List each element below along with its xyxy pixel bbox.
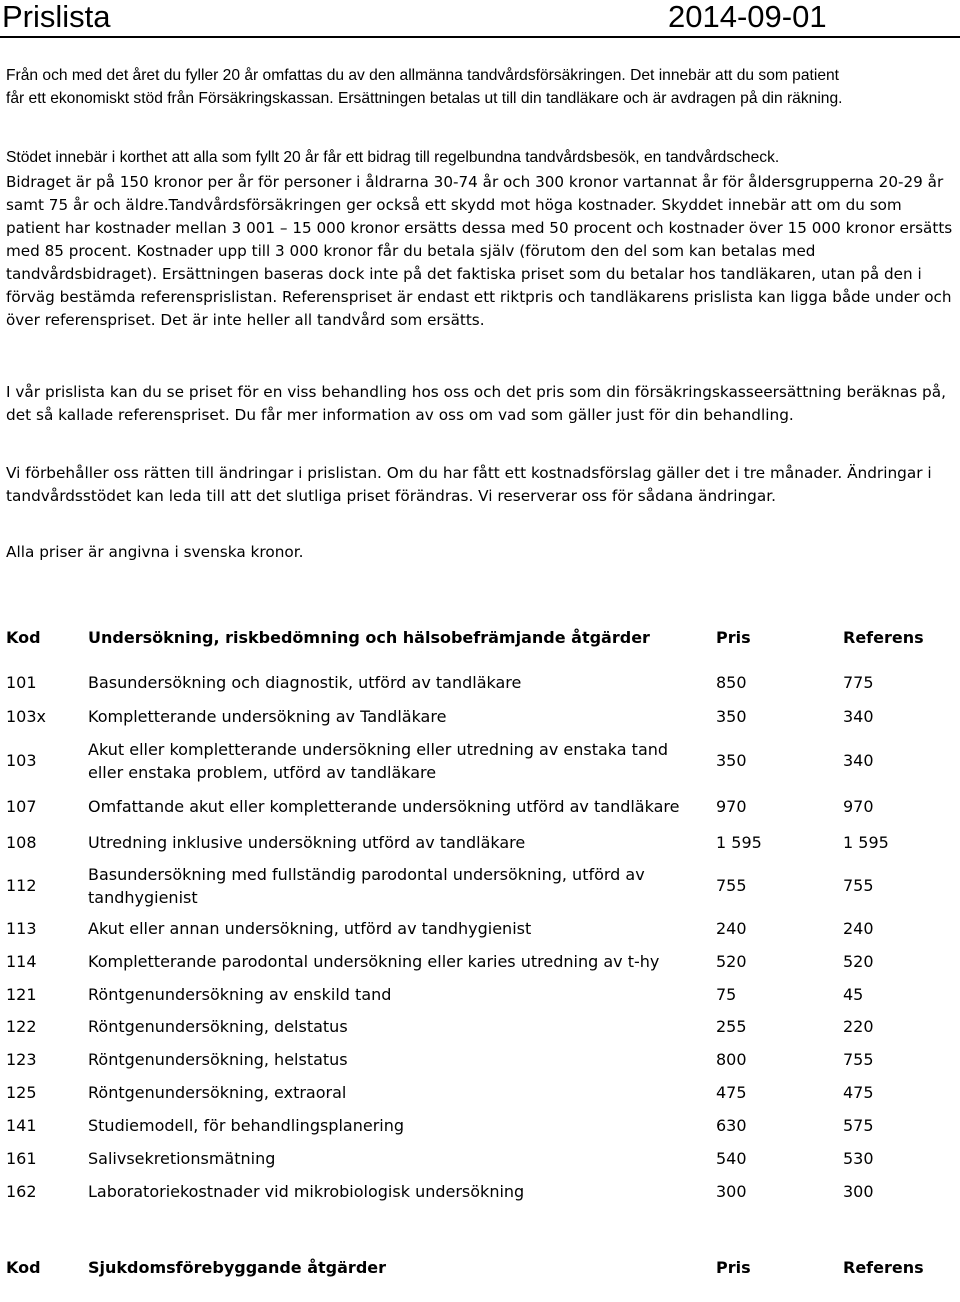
table-row	[0, 1010, 960, 1043]
table-row	[0, 945, 960, 978]
forbehall-info: Vi förbehåller oss rätten till ändringar i prislistan. Om du har fått ett kostnadsförslag gäller det i tre månader. Ändringar i tandvårdsstödet kan leda till att det slutliga priset förändras. Vi reserverar oss för sådana ändringar.	[6, 464, 932, 505]
row-ref: 520	[843, 952, 874, 971]
table1-header-desc: Undersökning, riskbedömning och hälsobefrämjande åtgärder	[88, 628, 650, 647]
row-kod: 121	[6, 984, 37, 1004]
stod-paragraph: Bidraget är på 150 kronor per år för personer i åldrarna 30-74 år och 300 kronor vartannat år för åldersgrupperna 20-29 år samt 75 år och äldre.Tandvårdsförsäkringen ger också ett skydd mot höga kostnader. Skyddet innebär att om du som patient har kostnader mellan 3 001 – 15 000 kronor ersätts dessa med 50 procent och kostnader över 15 000 kronor ersätts med 85 procent. Kostnader upp till 3 000 kronor får du betala själv (förutom den del som kan betalas med tandvårdsbidraget). Ersättningen baseras dock inte på det faktiska priset som du betalar hos tandläkaren, utan på den i förväg bestämda referensprislistan. Referenspriset är endast ett riktpris och tandläkarens prislista kan ligga både under och över referenspriset. Det är inte heller all tandvård som ersätts.	[6, 173, 953, 329]
row-desc: Basundersökning och diagnostik, utförd av tandläkare	[88, 673, 522, 692]
forbehall-block	[6, 462, 956, 508]
row-ref: 575	[843, 1115, 874, 1135]
row-pris: 240	[716, 918, 747, 938]
row-pris: 350	[716, 706, 747, 726]
row-kod: 114	[6, 952, 37, 971]
row-pris: 755	[716, 876, 747, 895]
row-ref: 240	[843, 918, 874, 938]
row-ref: 970	[843, 796, 874, 816]
row-kod: 107	[6, 796, 37, 816]
table1-header	[0, 626, 960, 650]
table2-header	[0, 1256, 960, 1280]
row-desc: Röntgenundersökning, extraoral	[88, 1082, 347, 1102]
table-row	[0, 1043, 960, 1076]
intro-line-2: får ett ekonomiskt stöd från Försäkringskassan. Ersättningen betalas ut till din tandläkare och är avdragen på din räkning.	[6, 90, 843, 107]
row-kod: 122	[6, 1017, 37, 1036]
row-desc: Röntgenundersökning, delstatus	[88, 1017, 348, 1036]
row-ref: 775	[843, 673, 874, 692]
row-desc: Studiemodell, för behandlingsplanering	[88, 1115, 405, 1135]
table1-header-pris: Pris	[716, 628, 751, 647]
row-ref: 475	[843, 1082, 874, 1102]
row-pris: 970	[716, 796, 747, 816]
row-kod: 101	[6, 673, 37, 692]
row-desc: Laboratoriekostnader vid mikrobiologisk undersökning	[88, 1181, 525, 1201]
row-desc: Basundersökning med fullständig parodontal undersökning, utförd av tandhygienist	[88, 864, 645, 907]
kronor-info: Alla priser är angivna i svenska kronor.	[6, 543, 304, 561]
row-ref: 1 595	[843, 832, 889, 852]
row-desc: Akut eller annan undersökning, utförd av tandhygienist	[88, 918, 532, 938]
row-kod: 161	[6, 1148, 37, 1168]
row-ref: 300	[843, 1181, 874, 1201]
row-ref: 45	[843, 984, 864, 1004]
stod-section	[6, 146, 956, 169]
row-pris: 800	[716, 1050, 747, 1069]
row-ref: 755	[843, 876, 874, 895]
row-pris: 850	[716, 673, 747, 692]
row-pris: 1 595	[716, 832, 762, 852]
kronor-block	[6, 541, 956, 564]
prislista-info-block	[6, 381, 956, 427]
row-desc: Utredning inklusive undersökning utförd av tandläkare	[88, 832, 526, 852]
row-ref: 220	[843, 1017, 874, 1036]
row-ref: 340	[843, 751, 874, 770]
row-kod: 125	[6, 1082, 37, 1102]
row-pris: 540	[716, 1148, 747, 1168]
row-desc: Kompletterande undersökning av Tandläkare	[88, 706, 447, 726]
intro-line-1: Från och med det året du fyller 20 år omfattas du av den allmänna tandvårdsförsäkringen. Det innebär att du som patient	[6, 67, 840, 84]
table-row	[0, 1108, 960, 1142]
row-kod: 113	[6, 918, 37, 938]
table1-header-ref: Referens	[843, 628, 924, 647]
row-pris: 75	[716, 984, 737, 1004]
row-pris: 350	[716, 751, 747, 770]
table2-header-desc: Sjukdomsförebyggande åtgärder	[88, 1258, 387, 1277]
row-desc: Salivsekretionsmätning	[88, 1148, 276, 1168]
prislista-info: I vår prislista kan du se priset för en viss behandling hos oss och det pris som din försäkringskasseersättning beräknas på, det så kallade referenspriset. Du får mer information av oss om vad som gäller just för din behandling.	[6, 383, 946, 424]
table-row	[0, 733, 960, 788]
table-row	[0, 1174, 960, 1208]
table-row	[0, 1142, 960, 1174]
table-row	[0, 788, 960, 824]
table2-header-ref: Referens	[843, 1258, 924, 1277]
table-row	[0, 666, 960, 699]
table-row	[0, 978, 960, 1010]
row-kod: 141	[6, 1115, 37, 1135]
table-row	[0, 824, 960, 860]
row-ref: 755	[843, 1050, 874, 1069]
table-row	[0, 860, 960, 911]
row-ref: 340	[843, 706, 874, 726]
page-date: 2014-09-01	[668, 0, 827, 34]
table1-header-kod: Kod	[6, 628, 41, 647]
row-ref: 530	[843, 1148, 874, 1168]
row-pris: 630	[716, 1115, 747, 1135]
row-pris: 475	[716, 1082, 747, 1102]
row-desc: Röntgenundersökning av enskild tand	[88, 984, 392, 1004]
table-row	[0, 699, 960, 733]
row-desc: Omfattande akut eller kompletterande undersökning utförd av tandläkare	[88, 796, 680, 816]
row-pris: 255	[716, 1017, 747, 1036]
row-desc: Akut eller kompletterande undersökning eller utredning av enstaka tand eller enstaka problem, utförd av tandläkare	[88, 739, 669, 782]
row-pris: 300	[716, 1181, 747, 1201]
row-kod: 123	[6, 1050, 37, 1069]
intro-text	[6, 64, 956, 110]
row-kod: 112	[6, 876, 37, 895]
table2-header-kod: Kod	[6, 1258, 41, 1277]
row-desc: Kompletterande parodontal undersökning eller karies utredning av t-hy	[88, 952, 660, 971]
table2-header-pris: Pris	[716, 1258, 751, 1277]
stod-paragraph-block	[6, 171, 956, 332]
page-title: Prislista	[2, 0, 111, 34]
row-kod: 108	[6, 832, 37, 852]
row-desc: Röntgenundersökning, helstatus	[88, 1050, 348, 1069]
table-row	[0, 1076, 960, 1108]
stod-summary: Stödet innebär i korthet att alla som fyllt 20 år får ett bidrag till regelbundna tandvårdsbesök, en tandvårdscheck.	[6, 149, 780, 166]
row-kod: 103	[6, 751, 37, 770]
table1-body	[0, 666, 960, 1208]
row-kod: 162	[6, 1181, 37, 1201]
table-row	[0, 911, 960, 945]
page-header	[0, 0, 960, 38]
row-kod: 103x	[6, 706, 47, 726]
row-pris: 520	[716, 952, 747, 971]
